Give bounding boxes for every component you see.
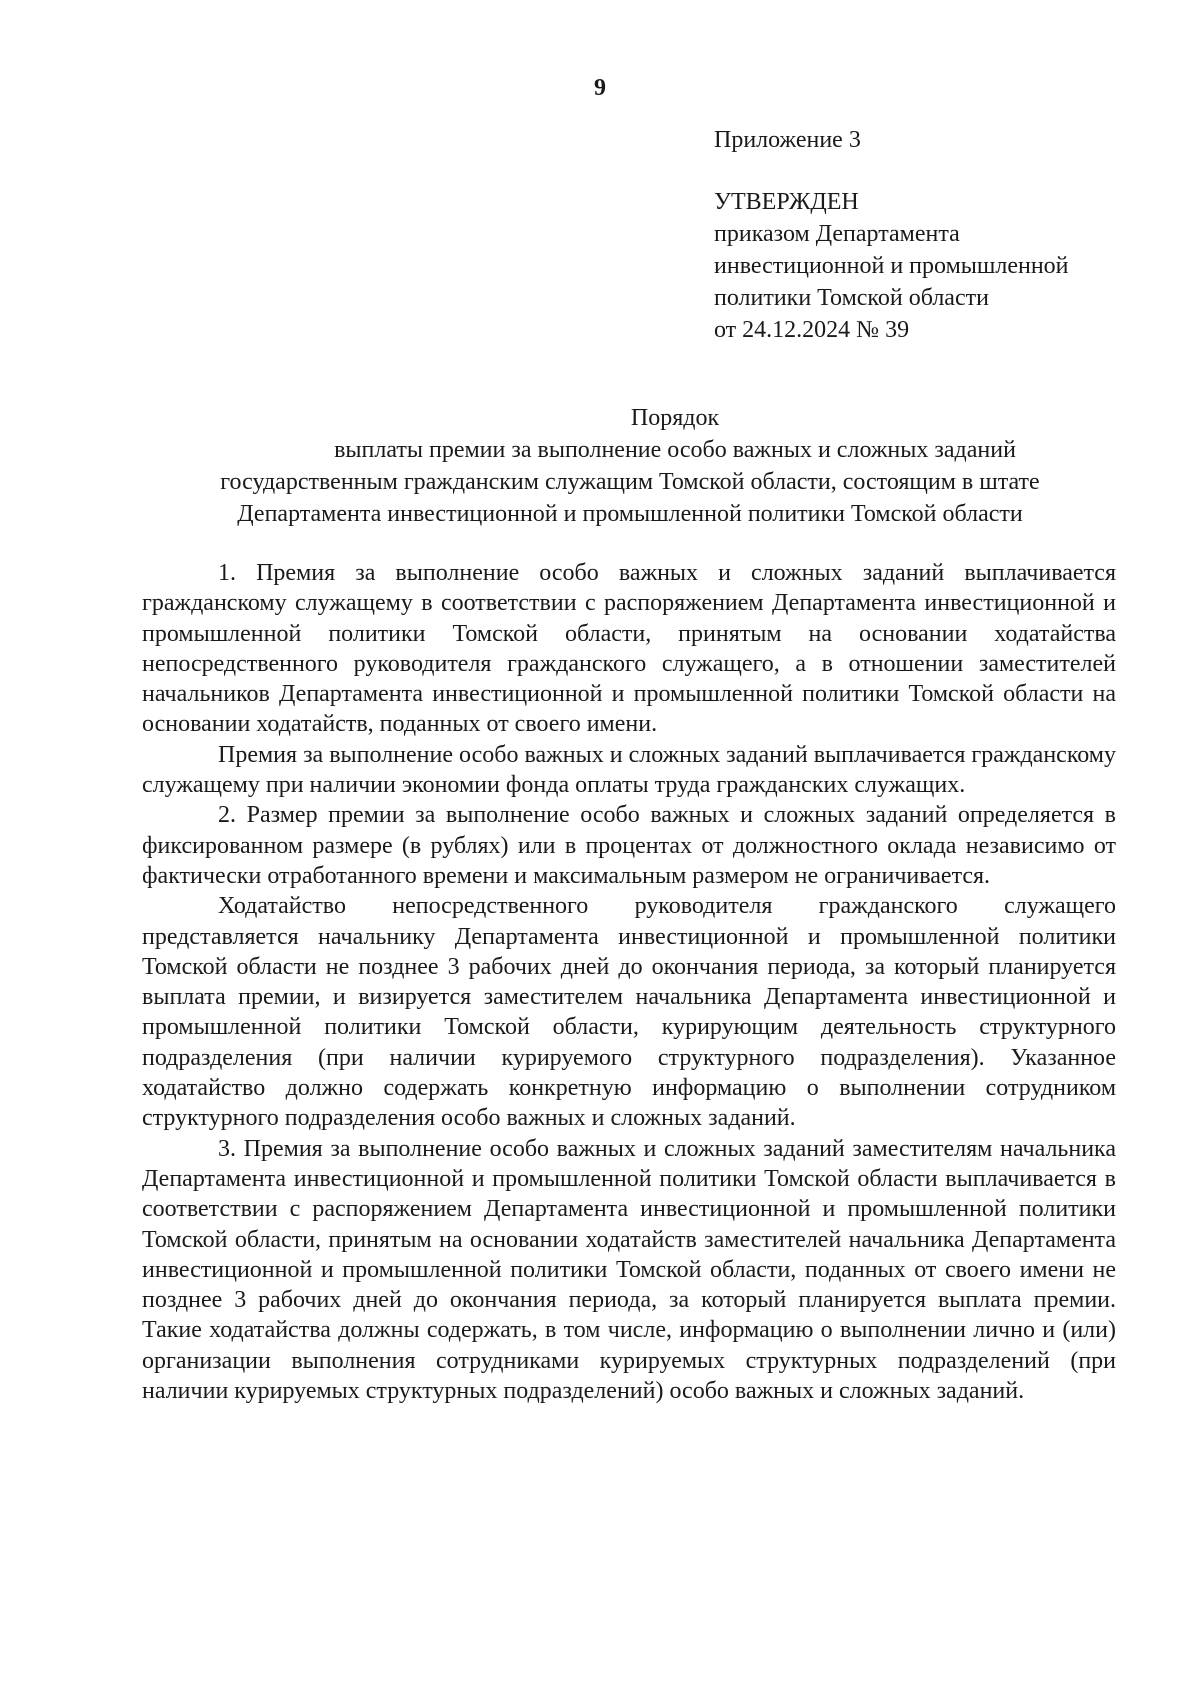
approval-line: приказом Департамента [714, 221, 960, 247]
body-paragraph: 2. Размер премии за выполнение особо важных и сложных заданий определяется в фиксированном размере (в рублях) или в процентах от должностного оклада независимо от фактически отработанного времени и максимальным размером не ограничивается. [142, 802, 1116, 889]
document-title-line: Департамента инвестиционной и промышленной политики Томской области [237, 501, 1023, 527]
annex-label: Приложение 3 [714, 127, 861, 153]
body-paragraph: Ходатайство непосредственного руководителя гражданского служащего представляется начальнику Департамента инвестиционной и промышленной политики Томской области не позднее 3 рабочих дней до окончания периода, за который планируется выплата премии, и визируется заместителем начальника Департамента инвестиционной и промышленной политики Томской области, курирующим деятельность структурного подразделения (при наличии курируемого структурного подразделения). Указанное ходатайство должно содержать конкретную информацию о выполнении сотрудником структурного подразделения особо важных и сложных заданий. [142, 893, 1116, 1132]
approval-order-date: от 24.12.2024 № 39 [714, 317, 910, 343]
approval-block [714, 186, 1069, 346]
approval-line: инвестиционной и промышленной [714, 253, 1069, 279]
document-heading: Порядок [630, 405, 720, 431]
document-title-line: выплаты премии за выполнение особо важных и сложных заданий [334, 437, 1016, 463]
approval-title: УТВЕРЖДЕН [714, 189, 859, 215]
page-number: 9 [594, 75, 606, 101]
document-body [142, 558, 1116, 1406]
body-paragraph: Премия за выполнение особо важных и сложных заданий выплачивается гражданскому служащему при наличии экономии фонда оплаты труда гражданских служащих. [142, 741, 1116, 799]
document-title [140, 402, 1120, 530]
body-paragraph: 3. Премия за выполнение особо важных и сложных заданий заместителям начальника Департамента инвестиционной и промышленной политики Томской области выплачивается в соответствии с распоряжением Департамента инвестиционной и промышленной политики Томской области, принятым на основании ходатайств заместителей начальника Департамента инвестиционной и промышленной политики Томской области, поданных от своего имени не позднее 3 рабочих дней до окончания периода, за который планируется выплата премии. Такие ходатайства должны содержать, в том числе, информацию о выполнении лично и (или) организации выполнения сотрудниками курируемых структурных подразделений (при наличии курируемых структурных подразделений) особо важных и сложных заданий. [142, 1135, 1116, 1405]
body-paragraph: 1. Премия за выполнение особо важных и сложных заданий выплачивается гражданскому служащему в соответствии с распоряжением Департамента инвестиционной и промышленной политики Томской области, принятым на основании ходатайства непосредственного руководителя гражданского служащего, а в отношении заместителей начальников Департамента инвестиционной и промышленной политики Томской области на основании ходатайств, поданных от своего имени. [142, 560, 1116, 738]
approval-line: политики Томской области [714, 285, 989, 311]
document-title-line: государственным гражданским служащим Томской области, состоящим в штате [220, 469, 1040, 495]
